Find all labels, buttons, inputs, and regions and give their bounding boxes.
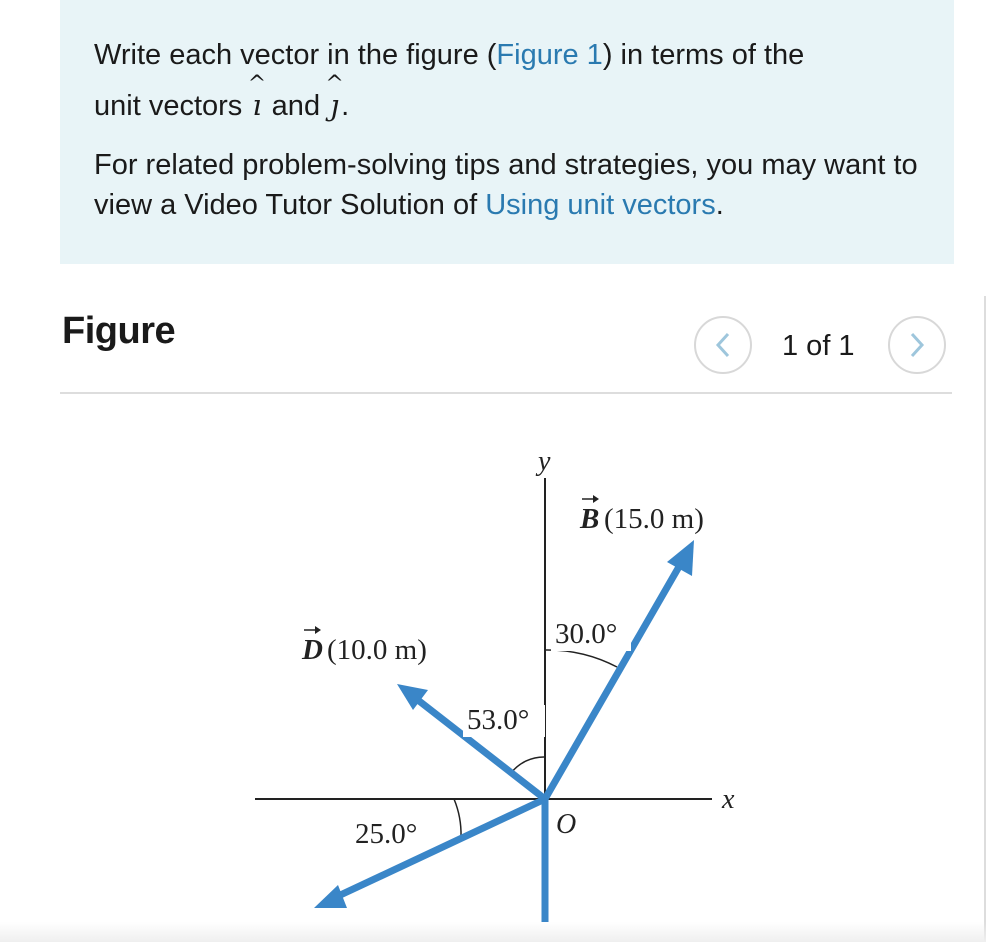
vector-b-overarrow-head (593, 495, 599, 503)
hat-icon: ^ (325, 72, 344, 97)
unit-vector-i-glyph: ı (252, 88, 262, 122)
question-line1-prefix: Write each vector in the figure ( (94, 39, 497, 71)
hat-icon: ^ (247, 72, 267, 97)
tips-prefix: For related problem-solving tips and strategies, you may want to view a Video Tutor Solution of (94, 149, 918, 221)
unit-vector-j-glyph: ȷ (330, 88, 340, 122)
vector-b-shaft (545, 558, 684, 799)
angle-arc-d (511, 757, 545, 773)
origin-label: O (556, 809, 577, 840)
vector-lower-arrowhead (314, 885, 347, 908)
figure-page-count: 1 of 1 (782, 330, 855, 362)
scroll-fade (0, 922, 986, 942)
question-line2-prefix: unit vectors (94, 90, 251, 122)
figure-title: Figure (62, 310, 176, 352)
angle-b-label: 30.0° (555, 618, 618, 650)
y-axis-label: y (538, 446, 551, 477)
question-and: and (263, 90, 329, 122)
x-axis-label: x (722, 784, 735, 815)
vector-b-name: B (580, 503, 600, 535)
question-line1-suffix: ) in terms of the (602, 39, 805, 71)
vector-d-magnitude: (10.0 m) (327, 634, 427, 666)
question-line2-suffix: . (341, 90, 350, 122)
video-tutor-link[interactable]: Using unit vectors (485, 189, 716, 221)
vector-d-name: D (302, 634, 323, 666)
angle-arc-lower (454, 799, 461, 837)
angle-arc-b (545, 650, 617, 667)
figure-link[interactable]: Figure 1 (496, 39, 603, 71)
vector-b-magnitude: (15.0 m) (604, 503, 704, 535)
angle-lower-label: 25.0° (355, 818, 418, 850)
tips-suffix: . (715, 189, 724, 221)
angle-d-label: 53.0° (467, 704, 530, 736)
vector-d-overarrow-head (315, 626, 321, 634)
